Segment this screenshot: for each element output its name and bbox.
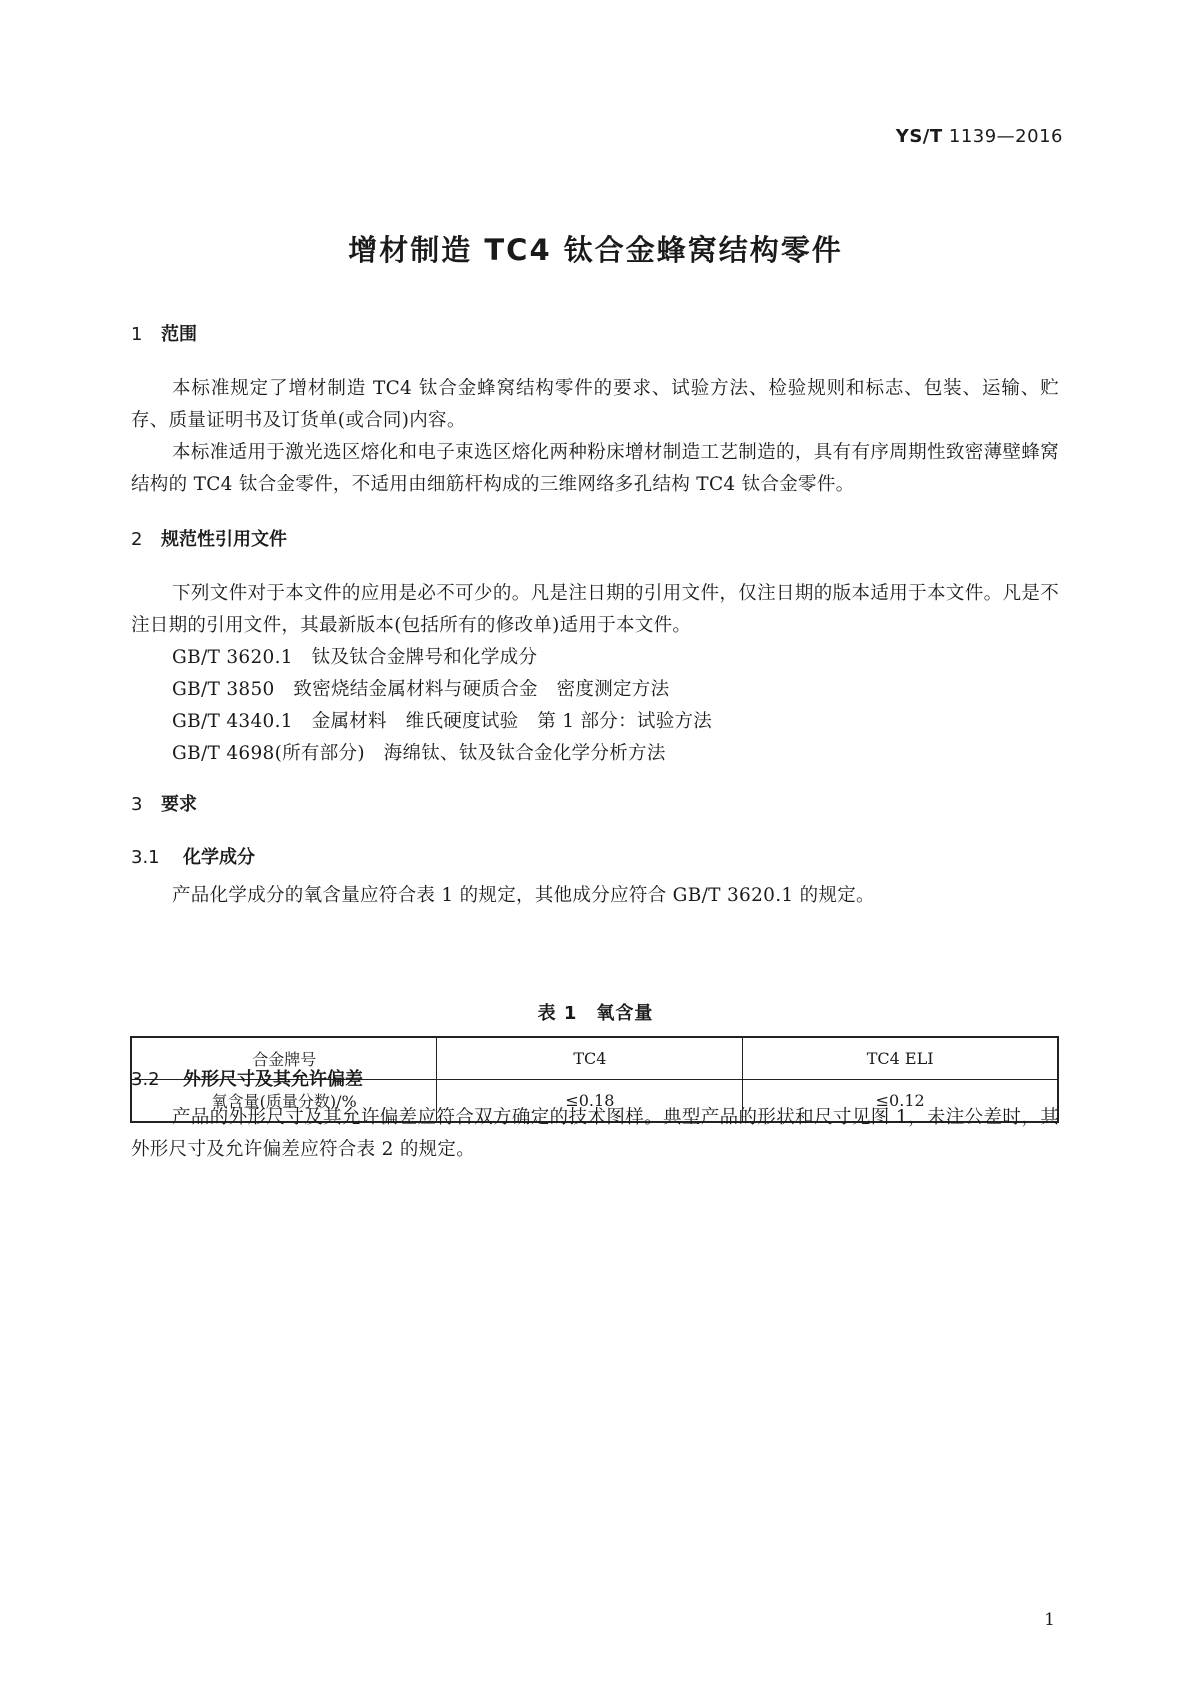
section-2-heading bbox=[131, 525, 287, 551]
table-cell: ≤0.18 bbox=[437, 1080, 743, 1123]
section-title: 规范性引用文件 bbox=[161, 529, 287, 550]
section-number: 3.1 bbox=[131, 847, 160, 868]
section-title: 要求 bbox=[161, 794, 197, 815]
section-title: 范围 bbox=[161, 324, 197, 345]
section-3-2-heading bbox=[131, 1065, 363, 1091]
reference-item: GB/T 3620.1 钛及钛合金牌号和化学成分 bbox=[172, 647, 538, 668]
document-number bbox=[896, 126, 1063, 147]
section-number: 2 bbox=[131, 529, 143, 550]
section-number: 3.2 bbox=[131, 1069, 160, 1090]
section-1-heading bbox=[131, 320, 197, 346]
table-header-cell: TC4 ELI bbox=[743, 1037, 1058, 1080]
page-title: 增材制造 TC4 钛合金蜂窝结构零件 bbox=[348, 233, 843, 267]
section-3-1-heading bbox=[131, 843, 255, 869]
section-3-heading bbox=[131, 790, 197, 816]
section-number: 1 bbox=[131, 324, 143, 345]
doc-number-value: 1139—2016 bbox=[948, 126, 1063, 147]
table-cell: ≤0.12 bbox=[743, 1080, 1058, 1123]
section-3-1-paragraph: 产品化学成分的氧含量应符合表 1 的规定，其他成分应符合 GB/T 3620.1 的规定。 bbox=[172, 885, 875, 906]
table-header-cell: 合金牌号 bbox=[131, 1037, 437, 1080]
reference-item: GB/T 4698(所有部分) 海绵钛、钛及钛合金化学分析方法 bbox=[172, 743, 666, 764]
section-title: 外形尺寸及其允许偏差 bbox=[183, 1069, 363, 1090]
table-header-cell: TC4 bbox=[437, 1037, 743, 1080]
section-1-paragraph-2: 本标准适用于激光选区熔化和电子束选区熔化两种粉床增材制造工艺制造的，具有有序周期性致密薄壁蜂窝结构的 TC4 钛合金零件，不适用由细筋杆构成的三维网络多孔结构 TC4 钛合金零件。 bbox=[131, 442, 1059, 495]
section-1-paragraph-1: 本标准规定了增材制造 TC4 钛合金蜂窝结构零件的要求、试验方法、检验规则和标志、包装、运输、贮存、质量证明书及订货单(或合同)内容。 bbox=[131, 378, 1059, 431]
section-title: 化学成分 bbox=[183, 847, 255, 868]
section-3-2-paragraph: 产品的外形尺寸及其允许偏差应符合双方确定的技术图样。典型产品的形状和尺寸见图 1，未注公差时，其外形尺寸及允许偏差应符合表 2 的规定。 bbox=[131, 1107, 1059, 1160]
reference-item: GB/T 4340.1 金属材料 维氏硬度试验 第 1 部分：试验方法 bbox=[172, 711, 713, 732]
reference-item: GB/T 3850 致密烧结金属材料与硬质合金 密度测定方法 bbox=[172, 679, 670, 700]
page-number: 1 bbox=[1044, 1610, 1055, 1630]
doc-number-prefix: YS/T bbox=[895, 126, 943, 147]
section-number: 3 bbox=[131, 794, 143, 815]
table-cell: 氧含量(质量分数)/% bbox=[131, 1080, 437, 1123]
section-2-paragraph: 下列文件对于本文件的应用是必不可少的。凡是注日期的引用文件，仅注日期的版本适用于本文件。凡是不注日期的引用文件，其最新版本(包括所有的修改单)适用于本文件。 bbox=[131, 583, 1059, 636]
table-1-caption: 表 1 氧含量 bbox=[537, 1003, 654, 1024]
